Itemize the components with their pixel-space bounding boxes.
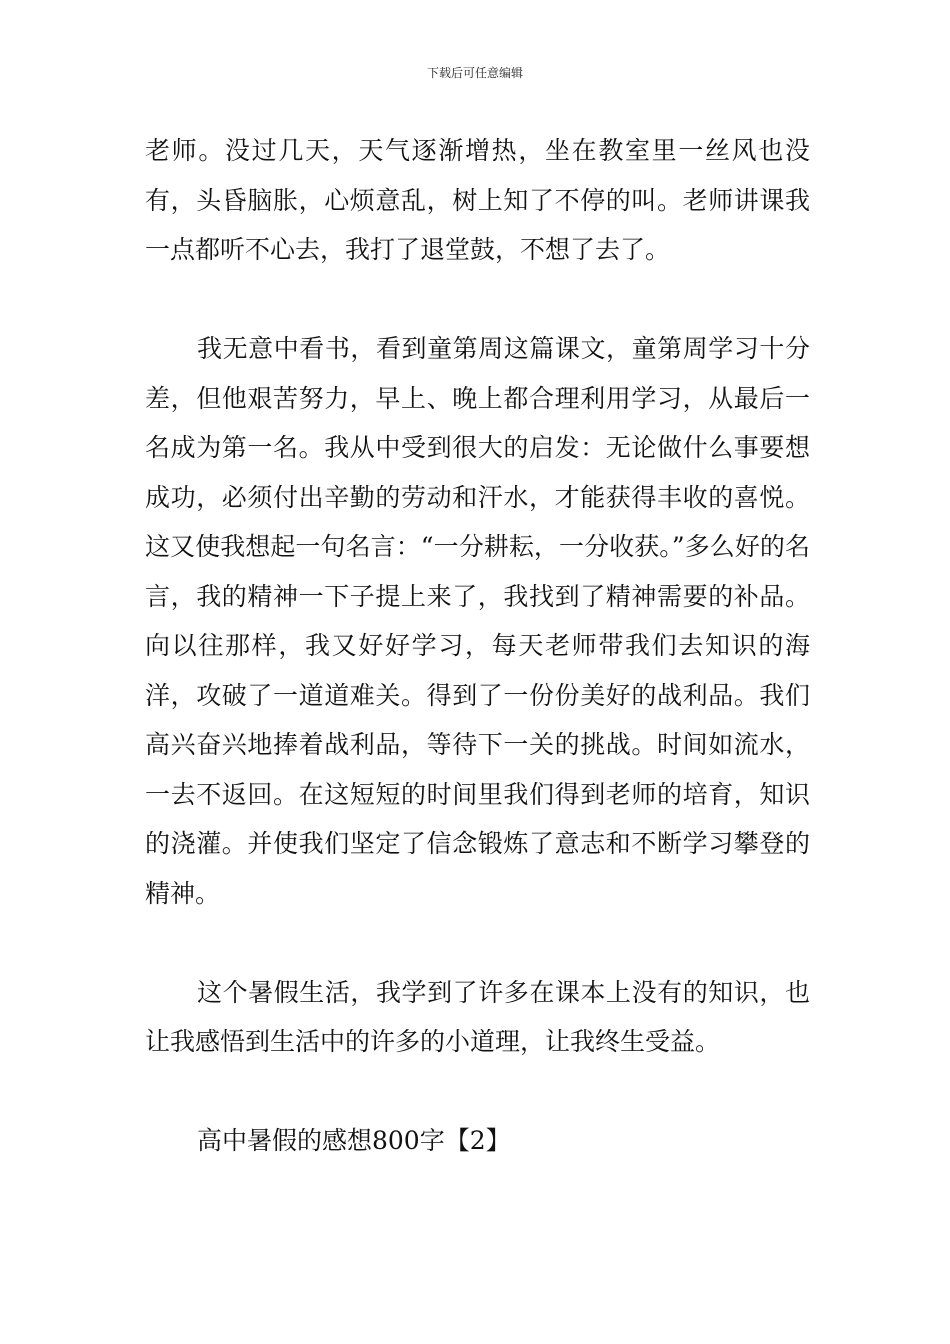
document-body [145,126,810,1166]
page-header-note: 下载后可任意编辑 [426,66,523,80]
paragraph-2: 我无意中看书，看到童第周这篇课文，童第周学习十分差，但他艰苦努力，早上、晚上都合理利用学习，从最后一名成为第一名。我从中受到很大的启发：无论做什么事要想成功，必须付出辛勤的劳动和汗水，才能获得丰收的喜悦。这又使我想起一句名言：“一分耕耘，一分收获。”多么好的名言，我的精神一下子提上来了，我找到了精神需要的补品。向以往那样，我又好好学习，每天老师带我们去知识的海洋，攻破了一道道难关。得到了一份份美好的战利品。我们高兴奋兴地捧着战利品，等待下一关的挑战。时间如流水，一去不返回。在这短短的时间里我们得到老师的培育，知识的浇灌。并使我们坚定了信念锻炼了意志和不断学习攀登的精神。 [145,334,810,908]
paragraph-gap [145,275,810,325]
paragraph-3: 这个暑假生活，我学到了许多在课本上没有的知识，也让我感悟到生活中的许多的小道理，让我终生受益。 [145,977,810,1056]
section-heading: 高中暑假的感想800字【2】 [197,1126,511,1155]
paragraph-gap [145,1067,810,1117]
paragraph-gap [145,918,810,968]
paragraph-1: 老师。没过几天，天气逐渐增热，坐在教室里一丝风也没有，头昏脑胀，心烦意乱，树上知了不停的叫。老师讲课我一点都听不心去，我打了退堂鼓，不想了去了。 [145,136,810,264]
